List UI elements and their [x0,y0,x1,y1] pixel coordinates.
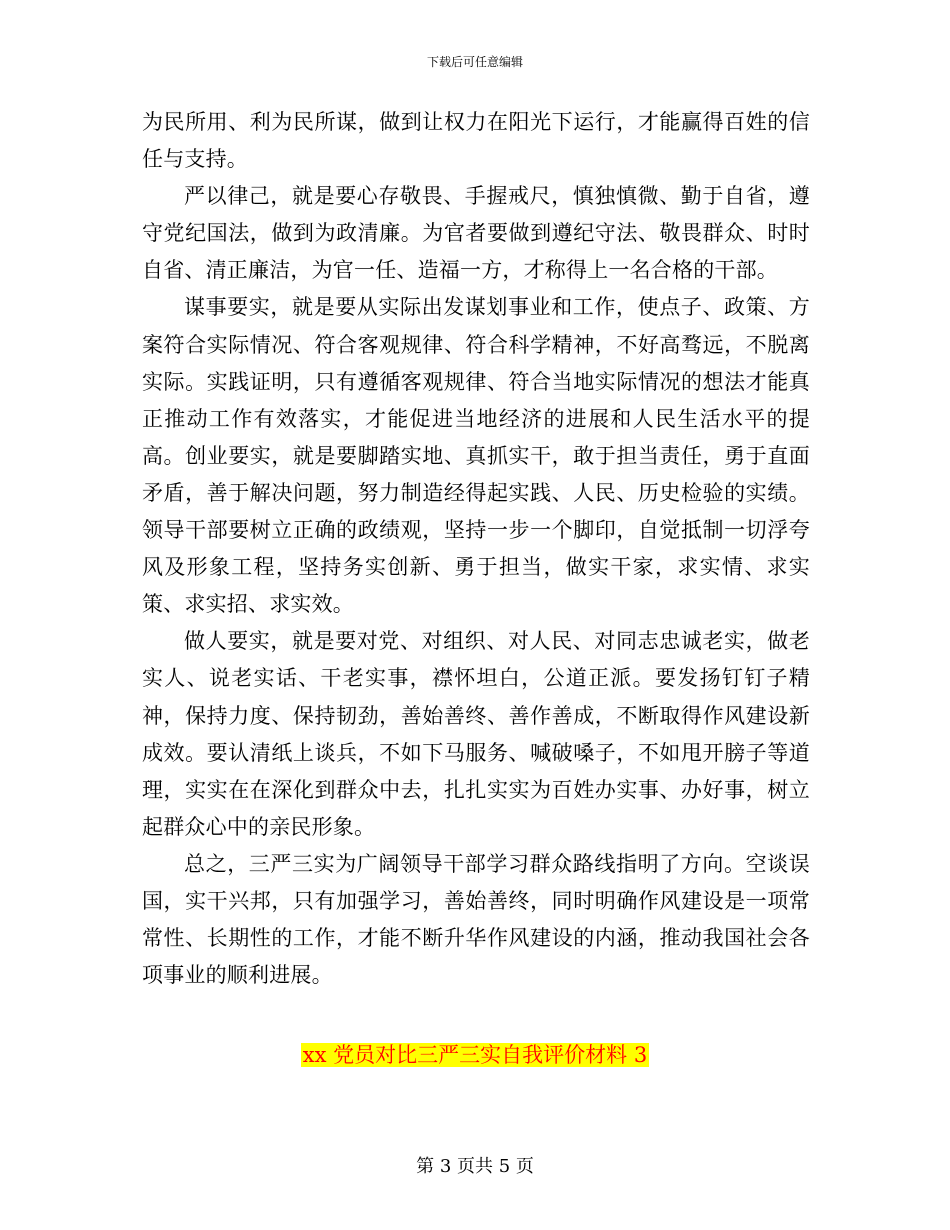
section-heading [0,1040,950,1070]
paragraph: 为民所用、利为民所谋，做到让权力在阳光下运行，才能赢得百姓的信任与支持。 [142,110,810,172]
paragraph: 谋事要实，就是要从实际出发谋划事业和工作，使点子、政策、方案符合实际情况、符合客观规律、符合科学精神，不好高骛远，不脱离实际。实践证明，只有遵循客观规律、符合当地实际情况的想法才能真正推动工作有效落实，才能促进当地经济的进展和人民生活水平的提高。创业要实，就是要脚踏实地、真抓实干，敢于担当责任，勇于直面矛盾，善于解决问题，努力制造经得起实践、人民、历史检验的实绩。领导干部要树立正确的政绩观，坚持一步一个脚印，自觉抵制一切浮夸风及形象工程，坚持务实创新、勇于担当，做实干家，求实情、求实策、求实招、求实效。 [142,295,810,617]
paragraph: 做人要实，就是要对党、对组织、对人民、对同志忠诚老实，做老实人、说老实话、干老实事，襟怀坦白，公道正派。要发扬钉钉子精神，保持力度、保持韧劲，善始善终、善作善成，不断取得作风建设新成效。要认清纸上谈兵，不如下马服务、喊破嗓子，不如甩开膀子等道理，实实在在深化到群众中去，扎扎实实为百姓办实事、办好事，树立起群众心中的亲民形象。 [142,629,810,839]
paragraph: 总之，三严三实为广阔领导干部学习群众路线指明了方向。空谈误国，实干兴邦，只有加强学习，善始善终，同时明确作风建设是一项常常性、长期性的工作，才能不断升华作风建设的内涵，推动我国社会各项事业的顺利进展。 [142,851,810,988]
highlighted-heading-text: xx 党员对比三严三实自我评价材料 3 [302,1043,648,1067]
paragraph: 严以律己，就是要心存敬畏、手握戒尺，慎独慎微、勤于自省，遵守党纪国法，做到为政清廉。为官者要做到遵纪守法、敬畏群众、时时自省、清正廉洁，为官一任、造福一方，才称得上一名合格的干部。 [142,184,810,283]
page-number: 第 3 页共 5 页 [416,1156,534,1177]
document-body [142,104,810,994]
page-header: 下载后可任意编辑 [426,55,523,69]
